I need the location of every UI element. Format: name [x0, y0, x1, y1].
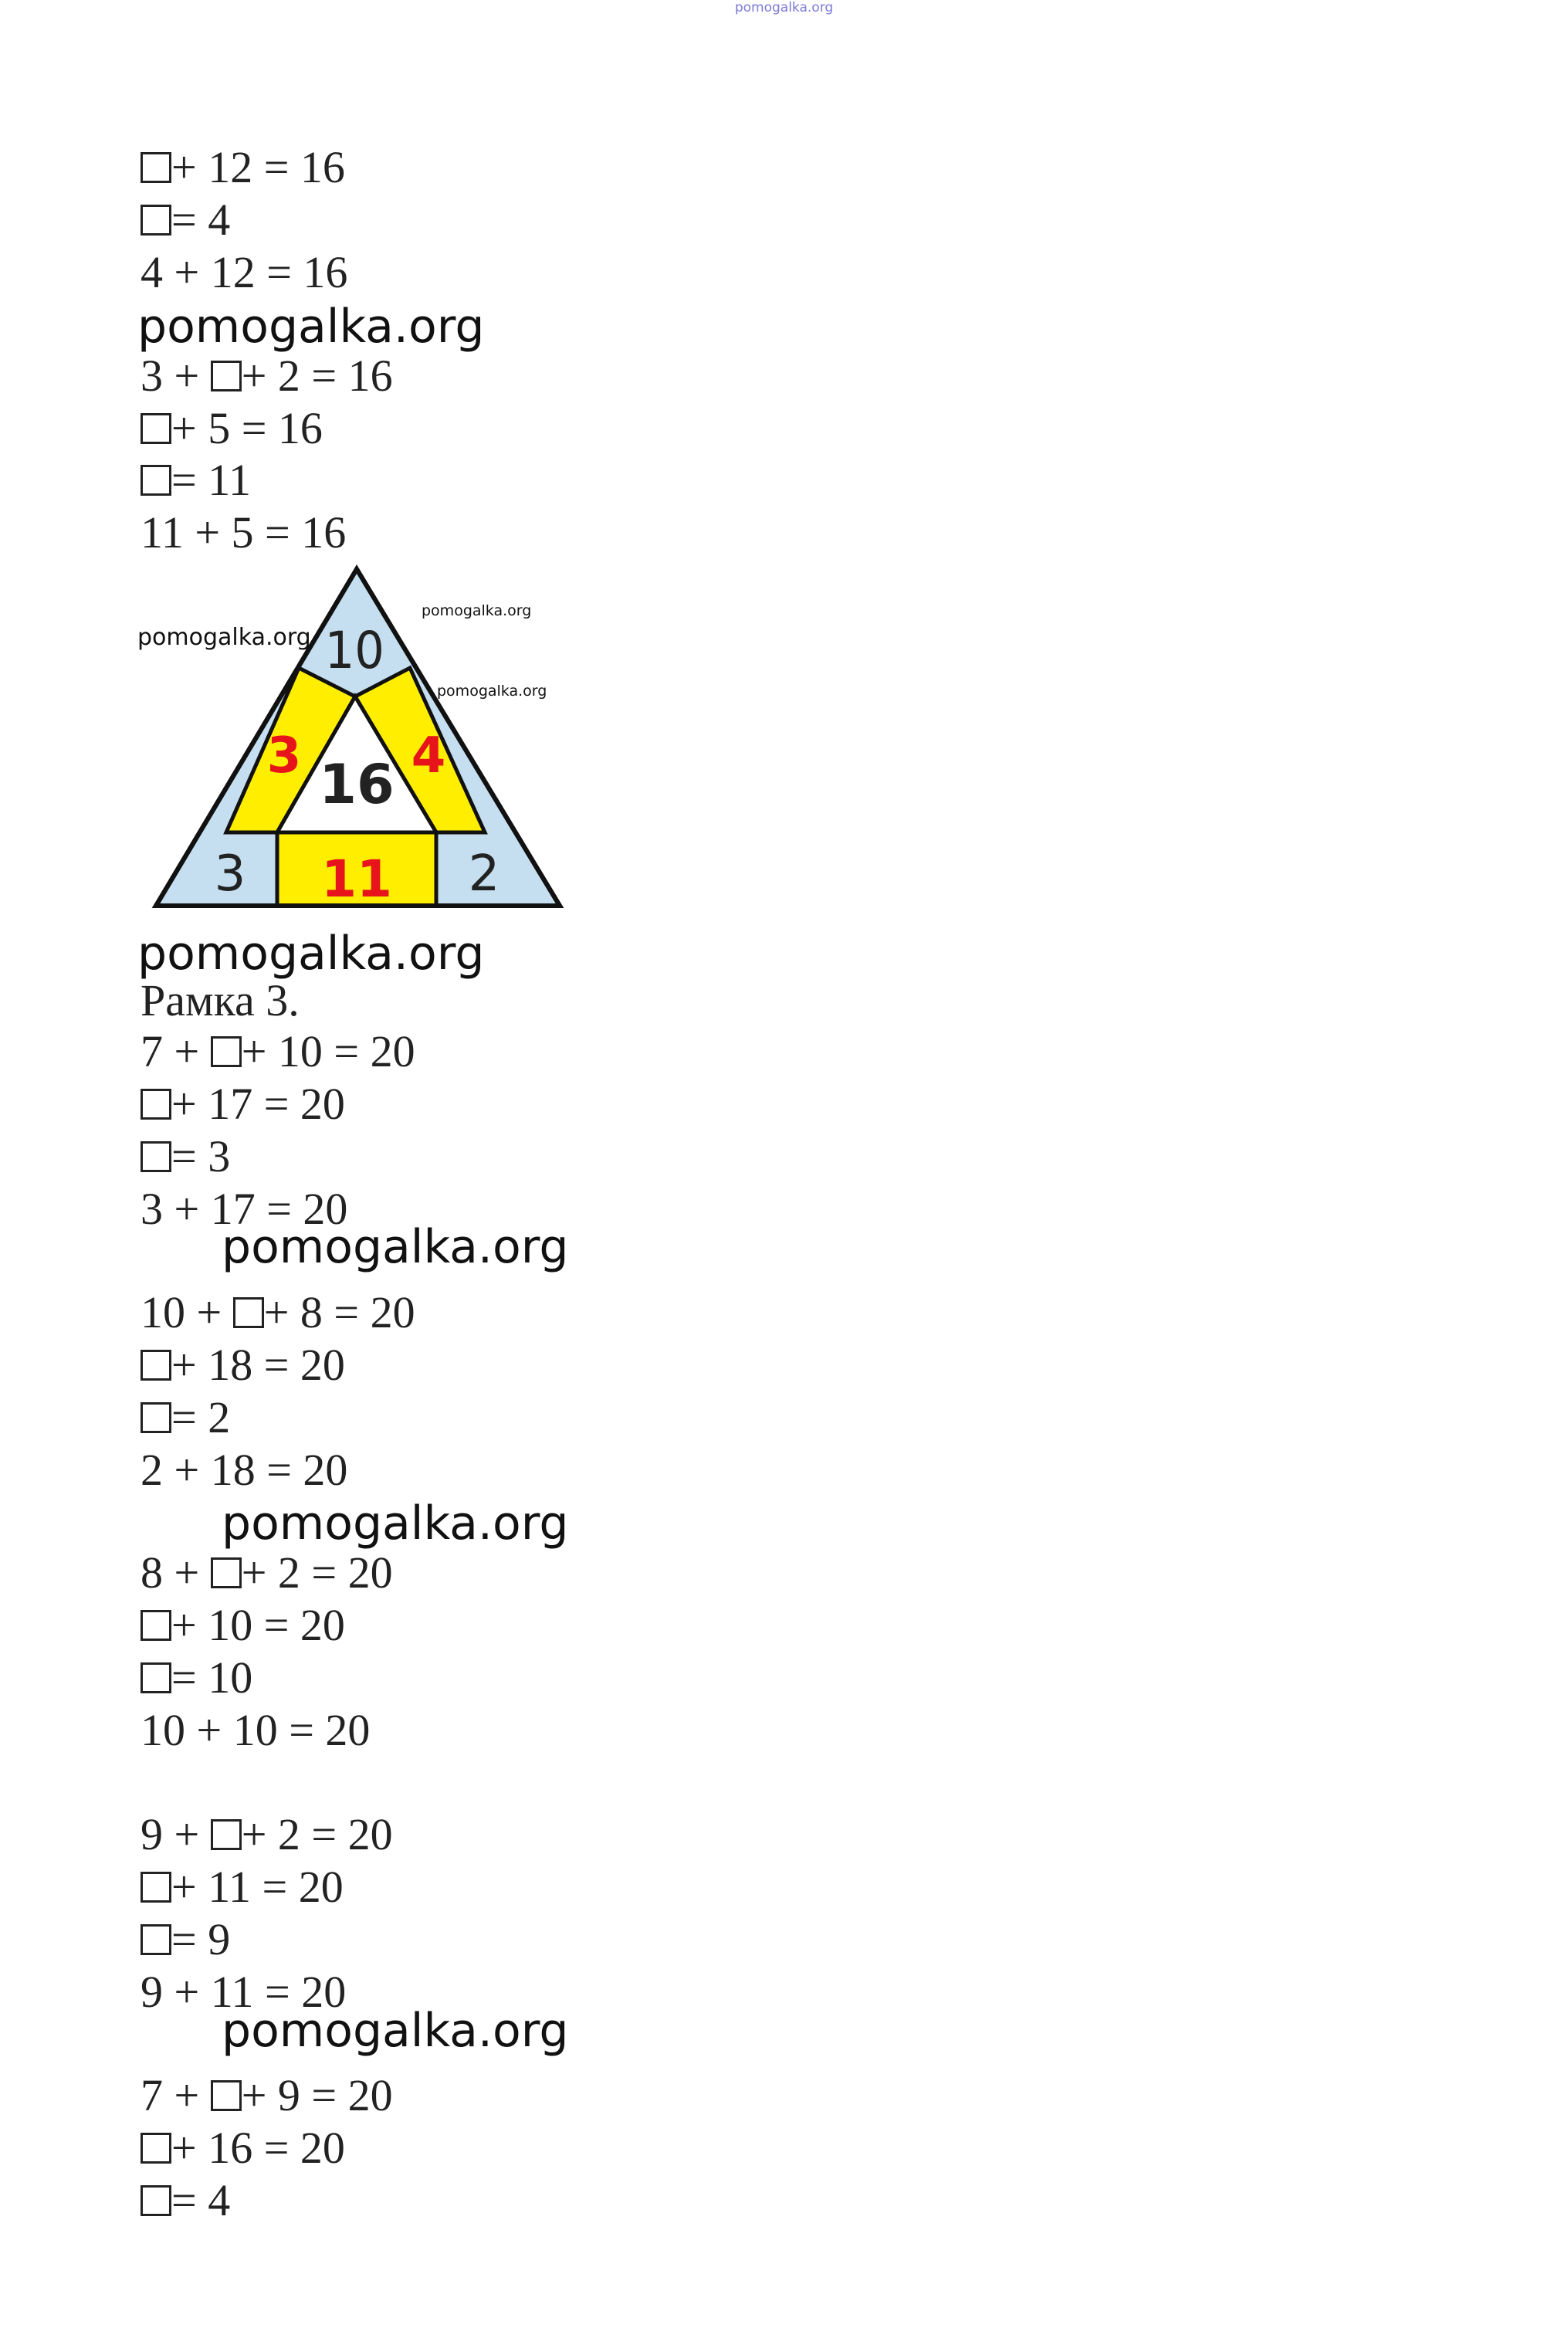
equation-line — [141, 1601, 345, 1649]
equation-text: 8 + — [141, 1547, 211, 1598]
equation-text: = 9 — [171, 1914, 231, 1964]
equation-text: 11 + 5 = 16 — [141, 507, 347, 557]
unknown-box — [141, 1089, 171, 1120]
unknown-box — [141, 413, 171, 444]
section-heading — [141, 977, 300, 1025]
equation-text: 2 + 18 = 20 — [141, 1445, 348, 1495]
triangle-bottom-mid-number: 11 — [321, 849, 392, 909]
equation-text: 9 + — [141, 1809, 211, 1859]
equation-text: + 2 = 20 — [241, 1809, 393, 1859]
equation-line — [141, 2124, 345, 2172]
equation-line — [141, 2072, 393, 2120]
equation-text: + 17 = 20 — [171, 1079, 345, 1129]
watermark-text: pomogalka.org — [222, 2004, 569, 2058]
equation-text: + 10 = 20 — [171, 1600, 345, 1650]
triangle-top-number: 10 — [324, 620, 384, 680]
triangle-left-number: 3 — [266, 727, 302, 785]
triangle-bottom-left-number: 3 — [214, 846, 246, 903]
unknown-box — [141, 1924, 171, 1955]
equation-line — [141, 196, 230, 244]
equation-text: = 4 — [171, 195, 231, 245]
equation-line — [141, 144, 345, 191]
unknown-box — [141, 465, 171, 496]
equation-line — [141, 1706, 370, 1754]
unknown-box — [211, 1036, 242, 1067]
equation-line — [141, 1863, 344, 1911]
equation-text: 3 + — [141, 351, 211, 401]
equation-line — [141, 1549, 393, 1597]
equation-text: + 12 = 16 — [171, 142, 345, 192]
equation-line — [141, 1916, 230, 1964]
equation-text: + 2 = 16 — [241, 351, 393, 401]
unknown-box — [141, 2133, 171, 2164]
equation-text: 7 + — [141, 2070, 211, 2120]
unknown-box — [211, 1557, 242, 1588]
equation-text: + 9 = 20 — [241, 2070, 393, 2120]
watermark-text: pomogalka.org — [137, 927, 485, 981]
equation-text: + 11 = 20 — [171, 1862, 344, 1912]
equation-text: + 10 = 20 — [241, 1026, 415, 1076]
top-watermark: pomogalka.org — [734, 0, 834, 15]
equation-line — [141, 1133, 230, 1181]
unknown-box — [141, 1402, 171, 1433]
unknown-box — [141, 1662, 171, 1693]
equation-line — [141, 249, 347, 297]
equation-text: = 4 — [171, 2175, 231, 2225]
unknown-box — [233, 1297, 264, 1328]
equation-line — [141, 1080, 345, 1128]
equation-text: 9 + 11 = 20 — [141, 1967, 347, 2017]
equation-line — [141, 1289, 415, 1337]
equation-text: = 10 — [171, 1652, 253, 1703]
unknown-box — [211, 1819, 242, 1850]
equation-text: 4 + 12 = 16 — [141, 247, 348, 297]
unknown-box — [141, 1610, 171, 1641]
unknown-box — [141, 1141, 171, 1172]
equation-text: 10 + 10 = 20 — [141, 1705, 371, 1755]
equation-line — [141, 352, 393, 400]
equation-line — [141, 405, 323, 452]
unknown-box — [141, 205, 171, 236]
triangle-center-number: 16 — [319, 753, 395, 816]
equation-line — [141, 1811, 393, 1859]
figure-watermark-mid-right: pomogalka.org — [437, 683, 547, 700]
unknown-box — [141, 2185, 171, 2216]
equation-text: + 16 = 20 — [171, 2123, 345, 2173]
equation-text: + 18 = 20 — [171, 1340, 345, 1390]
unknown-box — [141, 1350, 171, 1381]
equation-text: 3 + 17 = 20 — [141, 1184, 348, 1234]
unknown-box — [141, 1872, 171, 1903]
equation-line — [141, 1028, 415, 1076]
triangle-right-number: 4 — [411, 727, 446, 785]
figure-watermark-left: pomogalka.org — [137, 624, 311, 651]
equation-line — [141, 509, 346, 557]
figure-watermark-top-right: pomogalka.org — [422, 602, 532, 619]
unknown-box — [141, 152, 171, 183]
triangle-bottom-right-number: 2 — [468, 846, 500, 903]
equation-line — [141, 1654, 252, 1702]
equation-text: + 2 = 20 — [241, 1547, 393, 1598]
watermark-text: pomogalka.org — [222, 1220, 569, 1274]
equation-text: + 5 = 16 — [171, 403, 323, 453]
watermark-text: pomogalka.org — [137, 300, 485, 354]
equation-text: 7 + — [141, 1026, 211, 1076]
equation-line — [141, 1341, 345, 1389]
equation-text: = 3 — [171, 1131, 231, 1181]
unknown-box — [211, 2080, 242, 2111]
equation-text: = 11 — [171, 455, 252, 505]
equation-text: + 8 = 20 — [263, 1287, 415, 1337]
equation-line — [141, 1446, 347, 1494]
equation-text: = 2 — [171, 1392, 231, 1442]
equation-line — [141, 2177, 230, 2225]
equation-text: 10 + — [141, 1287, 233, 1337]
equation-line — [141, 1394, 230, 1442]
equation-text: Рамка 3. — [141, 975, 300, 1025]
equation-line — [141, 456, 251, 504]
watermark-text: pomogalka.org — [222, 1496, 569, 1550]
unknown-box — [211, 361, 242, 391]
